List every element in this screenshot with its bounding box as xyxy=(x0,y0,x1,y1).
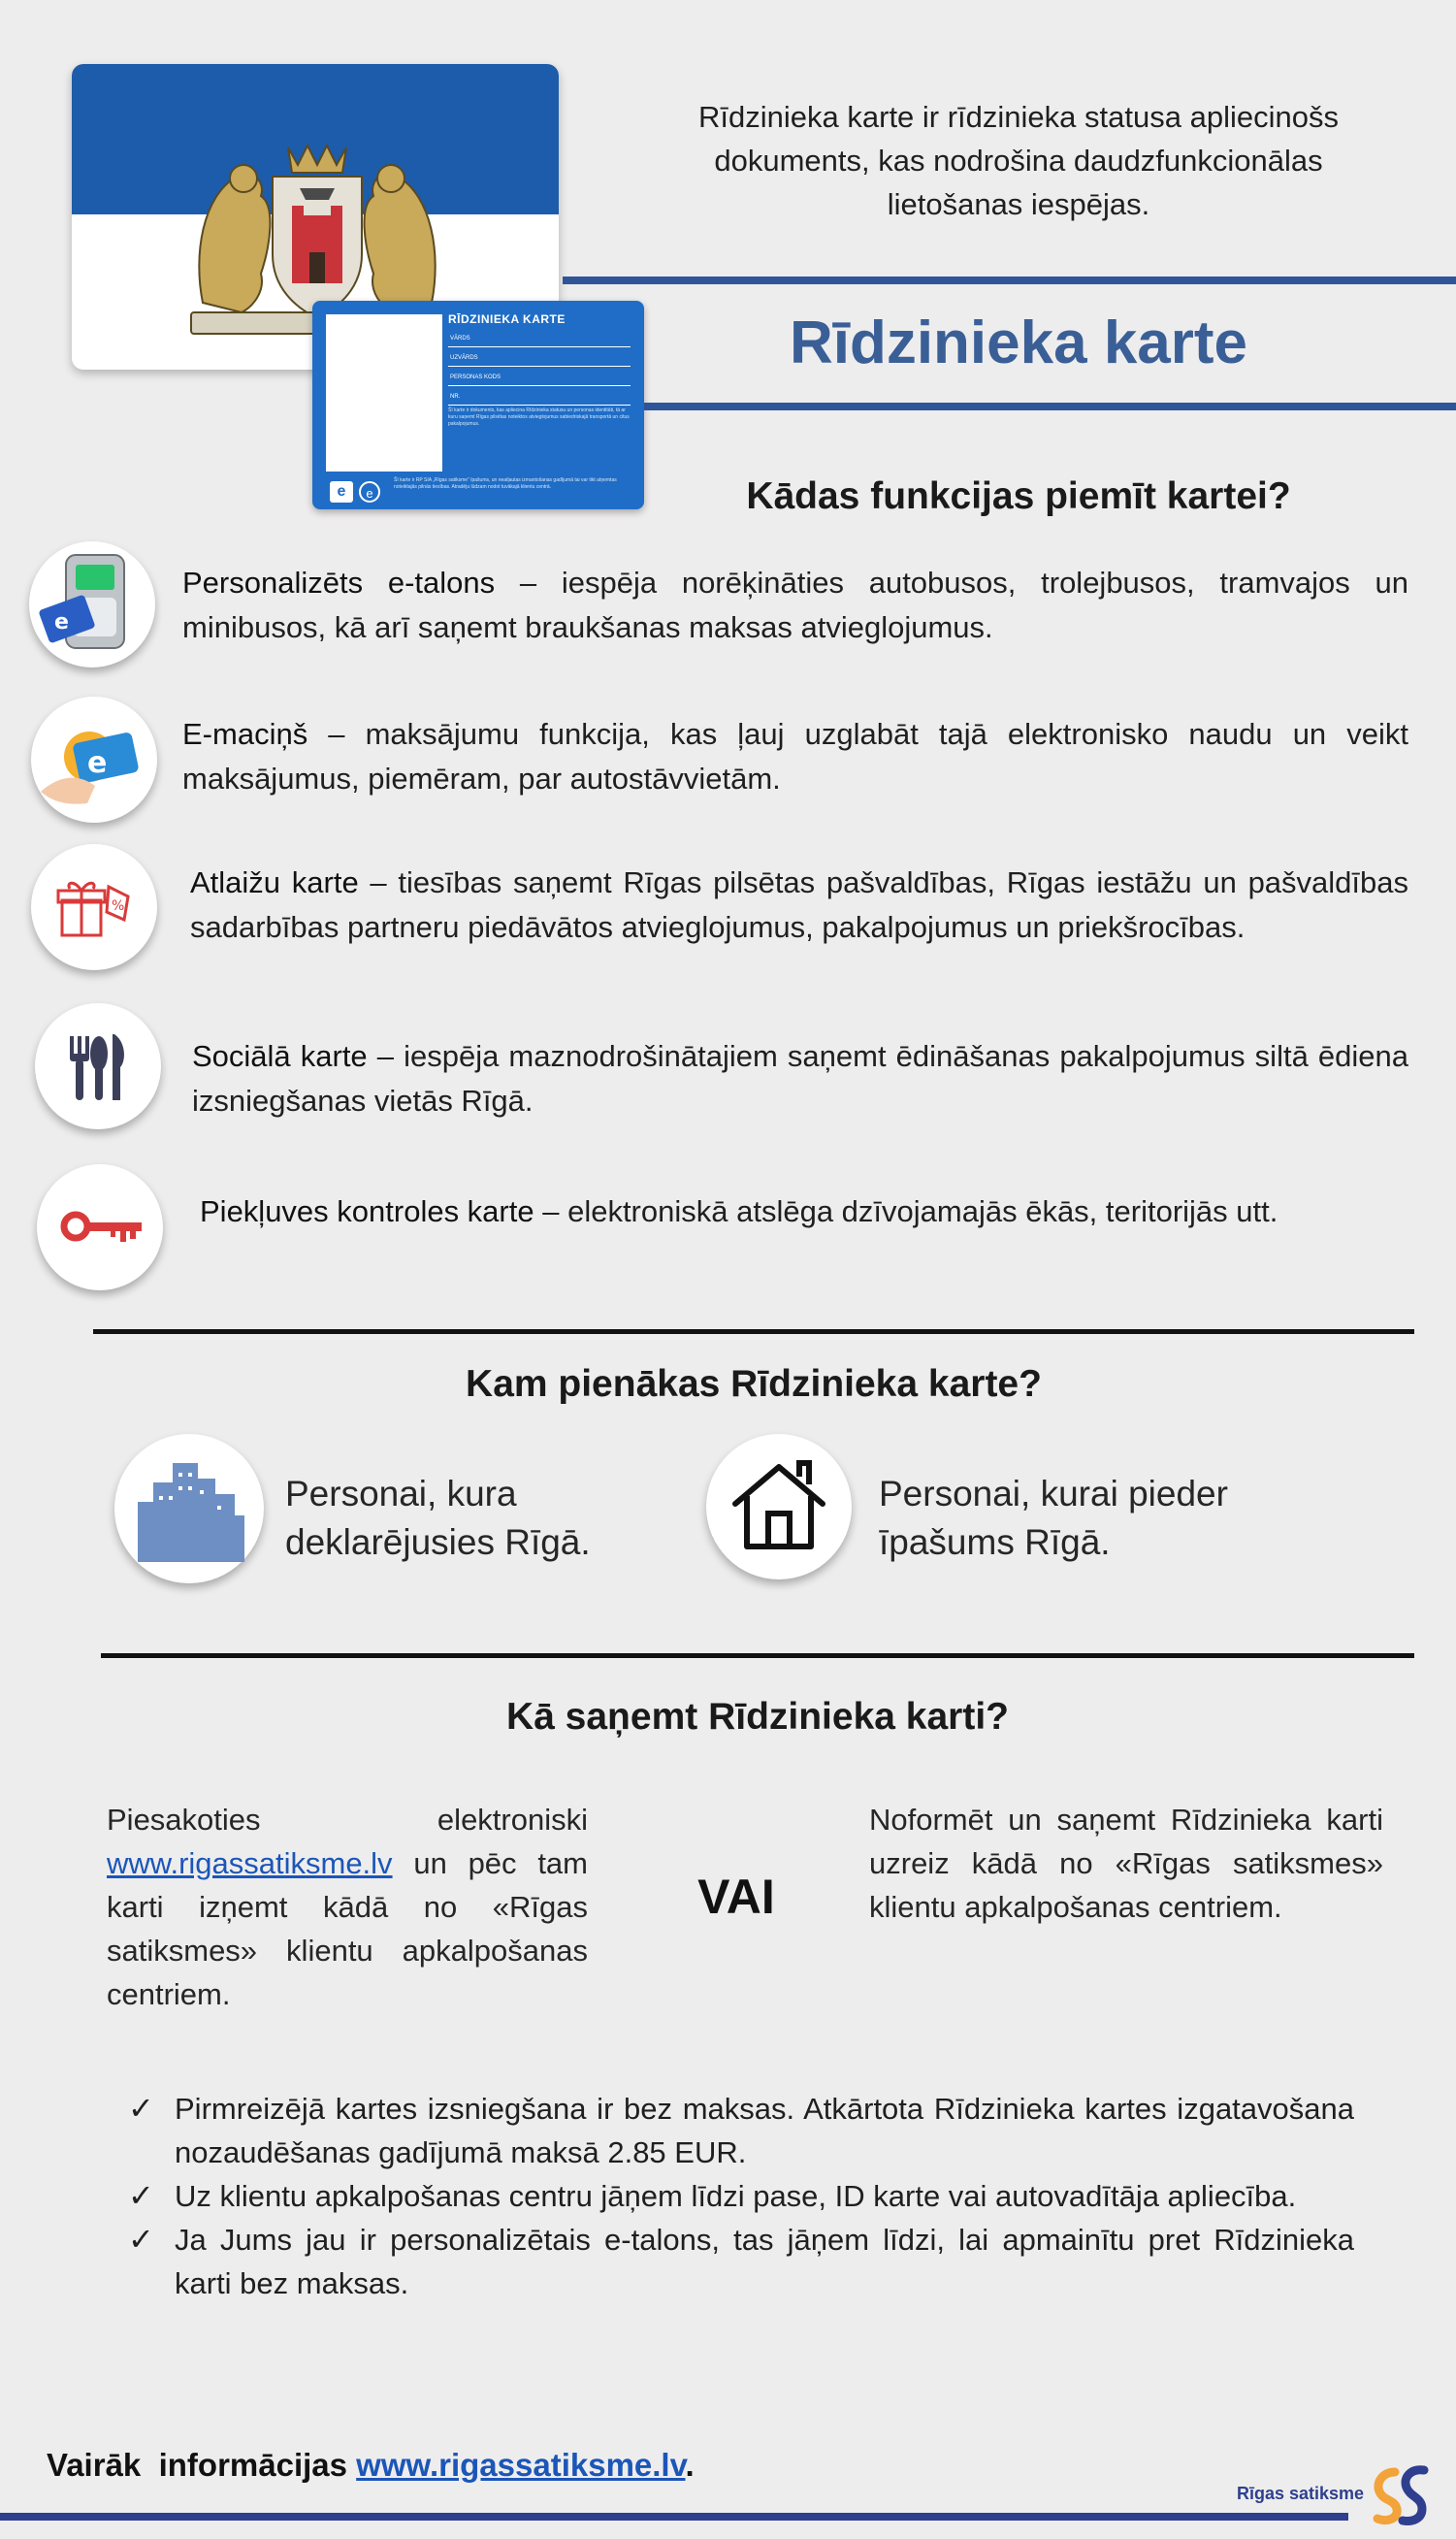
how-online-text-end: un pēc tam karti izņemt kādā no «Rīgas satiksmes» klientu apkalpošanas centriem. xyxy=(107,1846,588,2011)
feature-e-wallet xyxy=(182,712,1408,801)
section-divider xyxy=(93,1329,1414,1334)
functions-heading: Kādas funkcijas piemīt kartei? xyxy=(746,475,1291,517)
cutlery-icon xyxy=(35,1003,161,1129)
note-text: Pirmreizējā kartes izsniegšana ir bez maksas. Atkārtota Rīdzinieka kartes izgatavošana nozaudēšanas gadījumā maksā 2.85 EUR. xyxy=(175,2092,1354,2169)
feature-name: Piekļuves kontroles karte xyxy=(200,1194,534,1228)
eligibility-declared-line2: deklarējusies Rīgā. xyxy=(285,1522,591,1562)
brand-name: Rīgas satiksme xyxy=(1237,2484,1365,2503)
how-in-person: Noformēt un saņemt Rīdzinieka karti uzreiz kādā no «Rīgas satiksmes» klientu apkalpošanas centriem. xyxy=(869,1803,1383,1924)
house-icon xyxy=(706,1434,852,1579)
checkmark-icon: ✓ xyxy=(128,2222,154,2257)
how-online-text: Piesakoties elektroniski xyxy=(107,1803,588,1837)
or-label: VAI xyxy=(697,1870,775,1924)
eligibility-heading: Kam pienākas Rīdzinieka karte? xyxy=(466,1363,1042,1405)
how-heading: Kā saņemt Rīdzinieka karti? xyxy=(505,1696,1009,1738)
e-talon-validator-icon xyxy=(29,541,155,667)
feature-e-talon xyxy=(182,561,1408,650)
checkmark-icon: ✓ xyxy=(128,2091,154,2126)
feature-name: E-maciņš xyxy=(182,717,308,751)
e-wallet-card-icon xyxy=(31,697,157,823)
feature-name: Sociālā karte xyxy=(192,1039,368,1073)
feature-desc: – tiesības saņemt Rīgas pilsētas pašvaldības, Rīgas iestāžu un pašvaldības sadarbības partneru piedāvātos atvieglojumus, pakalpojumus un priekšrocības. xyxy=(190,865,1409,944)
footer-website-link[interactable]: www.rigassatiksme.lv xyxy=(356,2447,686,2483)
card-title: RĪDZINIEKA KARTE xyxy=(448,312,566,326)
svg-text:e: e xyxy=(54,610,69,635)
feature-desc: – elektroniskā atslēga dzīvojamajās ēkās, teritorijās utt. xyxy=(534,1194,1278,1228)
more-info-label: Vairāk informācijas xyxy=(47,2447,357,2483)
feature-desc: – iespēja norēķināties autobusos, trolejbusos, tramvajos un minibusos, kā arī saņemt braukšanas maksas atvieglojumus. xyxy=(182,566,1408,644)
checkmark-icon: ✓ xyxy=(128,2178,154,2213)
note-text: Uz klientu apkalpošanas centru jāņem līdzi pase, ID karte vai autovadītāja apliecība. xyxy=(175,2179,1297,2213)
eligibility-property-line2: īpašums Rīgā. xyxy=(879,1522,1111,1562)
riga-resident-card-image: RĪDZINIEKA KARTE VĀRDS UZVĀRDS PERSONAS KODS NR. Šī karte ir dokuments, kas apliecina Rīdzinieka statusu un personas identitāti, tā ar kuru saņemt Rīgas pilsētas noteiktos atvieglojumus sabiedriskajā transportā un citus pakalpojumus. e e Šī karte ir RP SIA „Rīgas satiksme” īpašums, un neatļautas izmantošanas gadījumā tai var tikt atņemtas noteiktajās pilnās tiesības. Atradēju lūdzam nodot tuvākajā klientu centrā. xyxy=(312,301,644,509)
footer-bar xyxy=(0,2513,1348,2521)
more-info xyxy=(47,2447,920,2484)
key-icon xyxy=(37,1164,163,1290)
note-text: Ja Jums jau ir personalizētais e-talons, tas jāņem līdzi, lai apmainītu pret Rīdzinieka karti bez maksas. xyxy=(175,2223,1354,2300)
how-online xyxy=(107,1798,588,2016)
website-link[interactable]: www.rigassatiksme.lv xyxy=(107,1846,393,1880)
feature-social xyxy=(192,1034,1408,1123)
feature-desc: – iespēja maznodrošinātajiem saņemt ēdināšanas pakalpojumus siltā ēdiena izsniegšanas vietās Rīgā. xyxy=(192,1039,1408,1118)
feature-discount xyxy=(190,861,1408,950)
eligibility-property xyxy=(879,1470,1315,1567)
more-info-end: . xyxy=(685,2447,695,2483)
eligibility-declared-line1: Personai, kura xyxy=(285,1474,517,1514)
gift-discount-icon xyxy=(31,844,157,970)
page-title: Rīdzinieka karte xyxy=(789,309,1248,376)
note-item xyxy=(128,2218,1354,2305)
eligibility-declared xyxy=(285,1470,673,1567)
note-item xyxy=(128,2174,1354,2218)
eligibility-property-line1: Personai, kurai pieder xyxy=(879,1474,1228,1514)
svg-text:%: % xyxy=(112,898,125,914)
feature-name: Atlaižu karte xyxy=(190,865,359,899)
intro-text: Rīdzinieka karte ir rīdzinieka statusa apliecinošs dokuments, kas nodrošina daudzfunkcionālas lietošanas iespējas. xyxy=(698,100,1339,221)
note-item xyxy=(128,2087,1354,2174)
svg-text:e: e xyxy=(87,746,108,780)
hero-bottom-line xyxy=(644,403,1456,410)
rigas-satiksme-logo-icon xyxy=(1366,2464,1430,2528)
city-buildings-icon xyxy=(114,1434,264,1583)
feature-desc: – maksājumu funkcija, kas ļauj uzglabāt tajā elektronisko naudu un veikt maksājumus, piemēram, par autostāvvietām. xyxy=(182,717,1408,796)
section-divider xyxy=(101,1653,1414,1658)
notes-list xyxy=(128,2087,1354,2305)
hero-top-line xyxy=(563,277,1456,284)
feature-access-control xyxy=(200,1189,1408,1234)
feature-name: Personalizēts e-talons xyxy=(182,566,496,600)
